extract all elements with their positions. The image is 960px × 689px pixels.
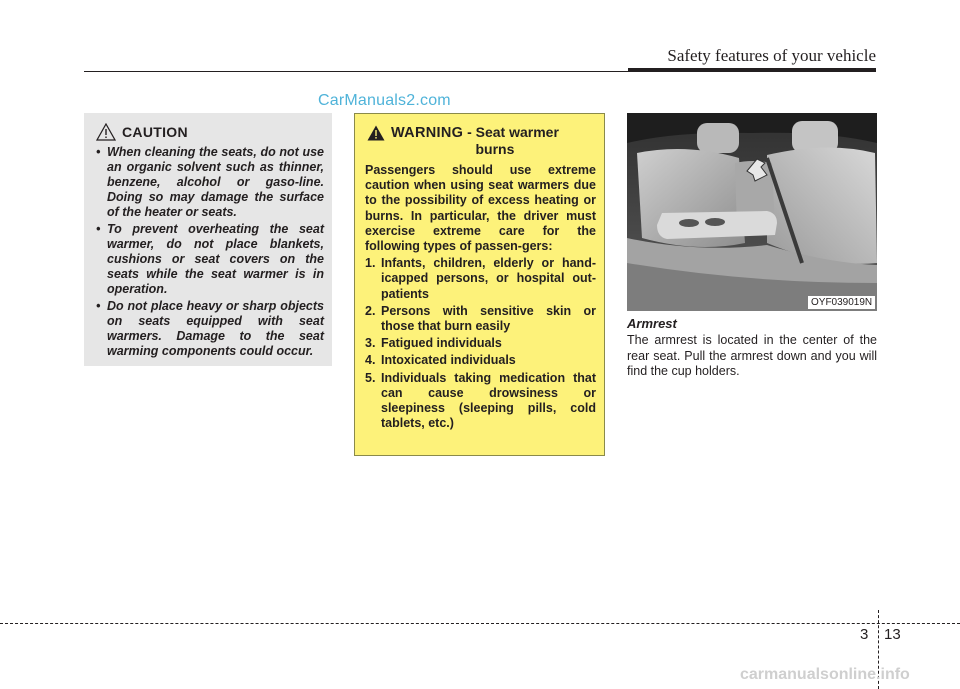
- photo-code: OYF039019N: [808, 296, 875, 309]
- warning-item: [365, 371, 596, 432]
- caution-box: [84, 113, 332, 366]
- warning-header: [367, 124, 596, 157]
- warning-item-text: Infants, children, elderly or hand-icapped persons, or hospital out-patients: [381, 256, 596, 301]
- warning-triangle-icon: [367, 125, 385, 141]
- warning-item-number: 3.: [365, 336, 376, 351]
- warning-item-number: 4.: [365, 353, 376, 368]
- warning-item-number: 2.: [365, 303, 376, 318]
- warning-item: [365, 353, 596, 368]
- chapter-number: 3: [860, 626, 869, 643]
- rear-seat-armrest-photo: [627, 113, 877, 311]
- caution-item: • To prevent overheating the seat warmer, do not place blankets, cushions or seat covers on the seats while the seat warmer is in operation.: [96, 222, 324, 296]
- warning-item-number: 5.: [365, 370, 376, 385]
- armrest-heading: Armrest: [627, 316, 677, 331]
- caution-triangle-icon: [96, 123, 116, 141]
- caution-item-text: Do not place heavy or sharp objects on seats equipped with seat warmers. Damage to the seat warming components could occur.: [107, 299, 324, 358]
- caution-list: [92, 145, 324, 359]
- warning-item-text: Individuals taking medication that can cause drowsiness or sleepiness (sleeping pills, cold tablets, etc.): [381, 370, 596, 431]
- caution-item-text: When cleaning the seats, do not use an organic solvent such as thinner, benzene, alcohol or gaso-line. Doing so may damage the surface of the heater or seats.: [107, 145, 324, 219]
- warning-word: WARNING: [391, 125, 464, 141]
- watermark-top[interactable]: CarManuals2.com: [318, 92, 451, 109]
- page-number: 13: [884, 626, 901, 643]
- watermark-bottom[interactable]: carmanualsonline.info: [740, 666, 910, 683]
- caution-item: • When cleaning the seats, do not use an organic solvent such as thinner, benzene, alcohol or gaso-line. Doing so may damage the surface of the heater or seats.: [96, 145, 324, 219]
- warning-item: [365, 256, 596, 302]
- warning-title: [391, 124, 559, 157]
- warning-item-number: 1.: [365, 256, 376, 271]
- caution-item-text: To prevent overheating the seat warmer, do not place blankets, cushions or seat covers on the seats while the seat warmer is in operation.: [107, 222, 324, 296]
- warning-list: [365, 256, 596, 431]
- warning-item-text: Persons with sensitive skin or those that burn easily: [381, 303, 596, 334]
- warning-item: [365, 304, 596, 334]
- armrest-body-text: The armrest is located in the center of the rear seat. Pull the armrest down and you will find the cup holders.: [627, 333, 877, 378]
- caution-item: • Do not place heavy or sharp objects on seats equipped with seat warmers. Damage to the seat warming components could occur.: [96, 299, 324, 358]
- warning-item: [365, 336, 596, 351]
- warning-subtitle: - Seat warmer: [467, 124, 559, 140]
- caution-header: [96, 123, 324, 141]
- warning-box: [354, 113, 605, 456]
- caution-title: CAUTION: [122, 124, 188, 140]
- header-rule-accent: [628, 68, 876, 72]
- warning-intro: Passengers should use extreme caution when using seat warmers due to the possibility of excess heating or burns. In particular, the driver must exercise extreme care for the following types of passen-gers:: [365, 163, 596, 254]
- footer-rule: [0, 623, 960, 624]
- warning-item-text: Intoxicated individuals: [381, 353, 516, 368]
- warning-item-text: Fatigued individuals: [381, 336, 502, 351]
- header-title: Safety features of your vehicle: [667, 46, 876, 65]
- warning-subtitle-line2: burns: [475, 141, 515, 157]
